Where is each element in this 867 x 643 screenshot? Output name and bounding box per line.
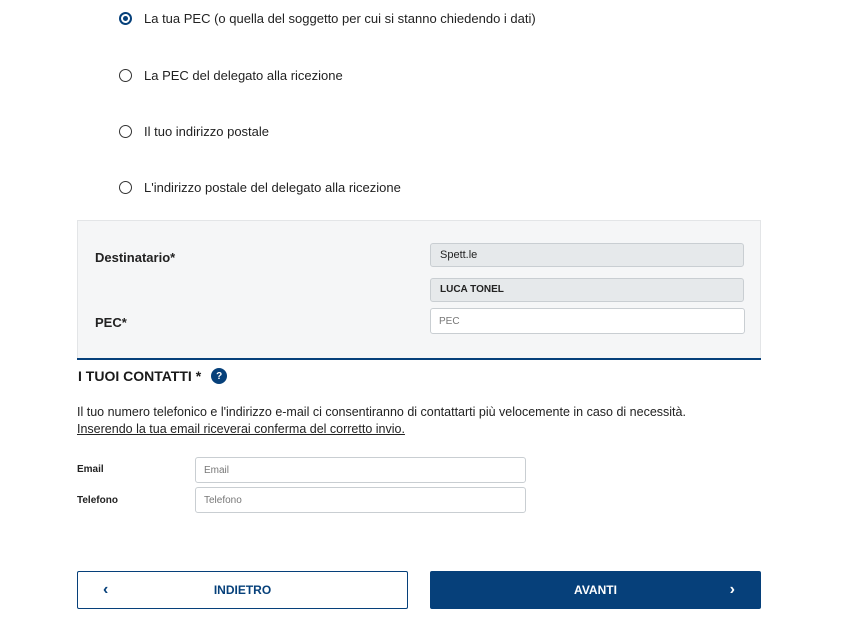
radio-label: L'indirizzo postale del delegato alla ricezione — [144, 179, 401, 195]
radio-option-delegate-pec[interactable] — [119, 65, 343, 85]
recipient-salutation-field: Spett.le — [430, 243, 744, 267]
radio-label: La tua PEC (o quella del soggetto per cui si stanno chiedendo i dati) — [144, 10, 536, 26]
next-button-label: AVANTI — [574, 583, 617, 597]
contacts-description — [77, 404, 777, 438]
radio-label: Il tuo indirizzo postale — [144, 123, 270, 139]
recipient-panel — [77, 220, 761, 358]
radio-label: La PEC del delegato alla ricezione — [144, 67, 343, 83]
pec-label: PEC* — [95, 315, 127, 330]
recipient-label: Destinatario* — [95, 250, 176, 265]
email-confirmation-note: Inserendo la tua email riceverai conferma del corretto invio. — [77, 422, 405, 436]
radio-button[interactable] — [119, 181, 132, 194]
chevron-left-icon: ‹ — [103, 581, 109, 598]
radio-option-own-pec[interactable] — [119, 8, 536, 28]
phone-label: Telefono — [77, 495, 118, 506]
back-button-label: INDIETRO — [213, 583, 272, 597]
radio-button[interactable] — [119, 125, 132, 138]
email-input[interactable] — [195, 457, 526, 483]
help-icon[interactable]: ? — [211, 368, 227, 384]
radio-button[interactable] — [119, 69, 132, 82]
contacts-title-text: I TUOI CONTATTI * — [78, 368, 202, 384]
radio-button-checked[interactable] — [119, 12, 132, 25]
email-label: Email — [77, 464, 104, 475]
back-button[interactable] — [77, 571, 408, 609]
recipient-name-field: LUCA TONEL — [430, 278, 744, 302]
contacts-description-text: Il tuo numero telefonico e l'indirizzo e-mail ci consentiranno di contattarti più velocemente in caso di necessità. — [77, 405, 686, 419]
next-button[interactable] — [430, 571, 761, 609]
phone-input[interactable] — [195, 487, 526, 513]
contacts-section-title — [78, 366, 227, 386]
radio-option-delegate-postal[interactable] — [119, 177, 401, 197]
chevron-right-icon: › — [729, 581, 735, 598]
pec-input[interactable] — [430, 308, 745, 334]
radio-option-own-postal[interactable] — [119, 121, 269, 141]
